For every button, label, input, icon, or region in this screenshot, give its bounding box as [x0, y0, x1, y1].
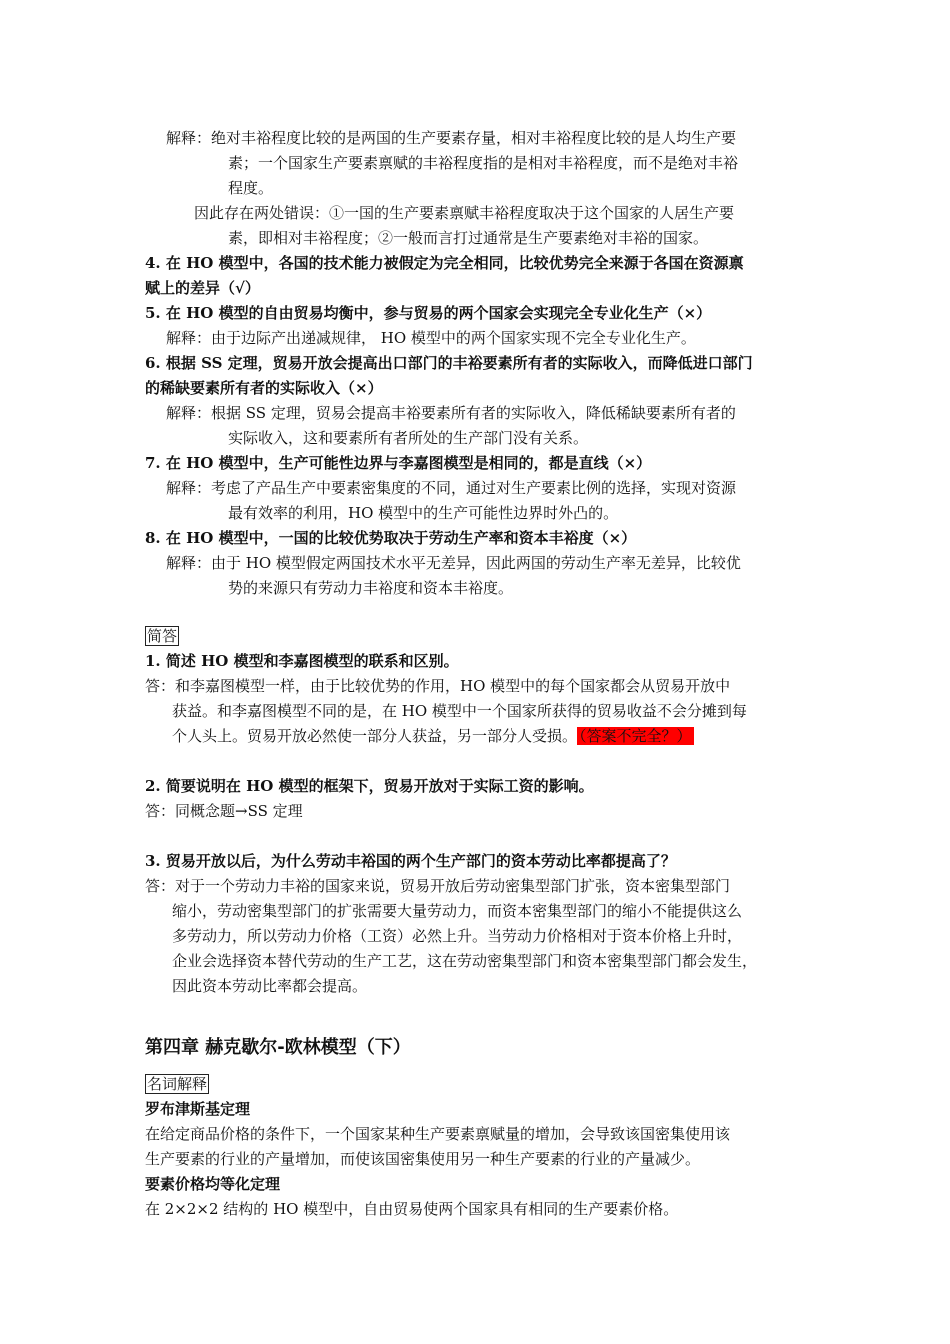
short-answer-2: 答：同概念题→SS 定理 [145, 802, 303, 820]
term-definition: 在给定商品价格的条件下，一个国家某种生产要素禀赋量的增加，会导致该国密集使用该 [145, 1125, 731, 1143]
highlighted-note: （答案不完全？） [579, 727, 692, 745]
question-4: 4. 在 HO 模型中，各国的技术能力被假定为完全相同，比较优势完全来源于各国在资源禀 [145, 254, 744, 272]
explanation-line: 因此存在两处错误：①一国的生产要素禀赋丰裕程度取决于这个国家的人居生产要 [194, 204, 735, 222]
explanation-7-cont: 最有效率的利用，HO 模型中的生产可能性边界时外凸的。 [228, 504, 619, 522]
term-name: 罗布津斯基定理 [145, 1100, 251, 1118]
short-answer-1-cont [172, 726, 694, 746]
question-5: 5. 在 HO 模型的自由贸易均衡中，参与贸易的两个国家会实现完全专业化生产（×） [145, 304, 712, 322]
section-label-text: 简答 [147, 627, 178, 645]
question-6-cont: 的稀缺要素所有者的实际收入（×） [145, 379, 383, 397]
explanation-line: 素；一个国家生产要素禀赋的丰裕程度指的是相对丰裕程度，而不是绝对丰裕 [228, 154, 739, 172]
term-name: 要素价格均等化定理 [145, 1175, 281, 1193]
explanation-5: 解释：由于边际产出递减规律， HO 模型中的两个国家实现不完全专业化生产。 [166, 329, 696, 347]
section-label-terms [145, 1074, 209, 1094]
short-answer-3-cont: 多劳动力，所以劳动力价格（工资）必然上升。当劳动力价格相对于资本价格上升时， [172, 927, 743, 945]
explanation-line: 素，即相对丰裕程度；②一般而言打过通常是生产要素绝对丰裕的国家。 [228, 229, 709, 247]
short-question-1: 1. 简述 HO 模型和李嘉图模型的联系和区别。 [145, 652, 459, 670]
short-answer-3-cont: 因此资本劳动比率都会提高。 [172, 977, 368, 995]
term-definition-cont: 生产要素的行业的产量增加，而使该国密集使用另一种生产要素的行业的产量减少。 [145, 1150, 701, 1168]
question-7: 7. 在 HO 模型中，生产可能性边界与李嘉图模型是相同的，都是直线（×） [145, 454, 652, 472]
question-4-cont: 赋上的差异（√） [145, 279, 260, 297]
explanation-6: 解释：根据 SS 定理，贸易会提高丰裕要素所有者的实际收入，降低稀缺要素所有者的 [166, 404, 736, 422]
short-answer-1-cont: 获益。和李嘉图模型不同的是，在 HO 模型中一个国家所获得的贸易收益不会分摊到每 [172, 702, 747, 720]
short-answer-1-text: 个人头上。贸易开放必然使一部分人获益，另一部分人受损。 [172, 727, 578, 745]
term-definition: 在 2×2×2 结构的 HO 模型中，自由贸易使两个国家具有相同的生产要素价格。 [145, 1200, 679, 1218]
short-question-3: 3. 贸易开放以后，为什么劳动丰裕国的两个生产部门的资本劳动比率都提高了？ [145, 852, 676, 870]
explanation-7: 解释：考虑了产品生产中要素密集度的不同，通过对生产要素比例的选择，实现对资源 [166, 479, 737, 497]
chapter-title: 第四章 赫克歇尔-欧林模型（下） [145, 1037, 411, 1058]
explanation-6-cont: 实际收入，这和要素所有者所处的生产部门没有关系。 [228, 429, 589, 447]
question-8: 8. 在 HO 模型中，一国的比较优势取决于劳动生产率和资本丰裕度（×） [145, 529, 637, 547]
short-question-2: 2. 简要说明在 HO 模型的框架下，贸易开放对于实际工资的影响。 [145, 777, 594, 795]
section-label-short-answer [145, 626, 179, 646]
explanation-line: 解释：绝对丰裕程度比较的是两国的生产要素存量，相对丰裕程度比较的是人均生产要 [166, 129, 737, 147]
question-6: 6. 根据 SS 定理，贸易开放会提高出口部门的丰裕要素所有者的实际收入，而降低进口部门 [145, 354, 753, 372]
short-answer-3: 答：对于一个劳动力丰裕的国家来说，贸易开放后劳动密集型部门扩张，资本密集型部门 [145, 877, 731, 895]
explanation-8: 解释：由于 HO 模型假定两国技术水平无差异，因此两国的劳动生产率无差异，比较优 [166, 554, 741, 572]
explanation-line: 程度。 [228, 179, 274, 197]
explanation-8-cont: 势的来源只有劳动力丰裕度和资本丰裕度。 [228, 579, 514, 597]
short-answer-1: 答：和李嘉图模型一样，由于比较优势的作用，HO 模型中的每个国家都会从贸易开放中 [145, 677, 731, 695]
section-label-text: 名词解释 [147, 1075, 208, 1093]
short-answer-3-cont: 企业会选择资本替代劳动的生产工艺，这在劳动密集型部门和资本密集型部门都会发生， [172, 952, 758, 970]
short-answer-3-cont: 缩小，劳动密集型部门的扩张需要大量劳动力，而资本密集型部门的缩小不能提供这么 [172, 902, 743, 920]
